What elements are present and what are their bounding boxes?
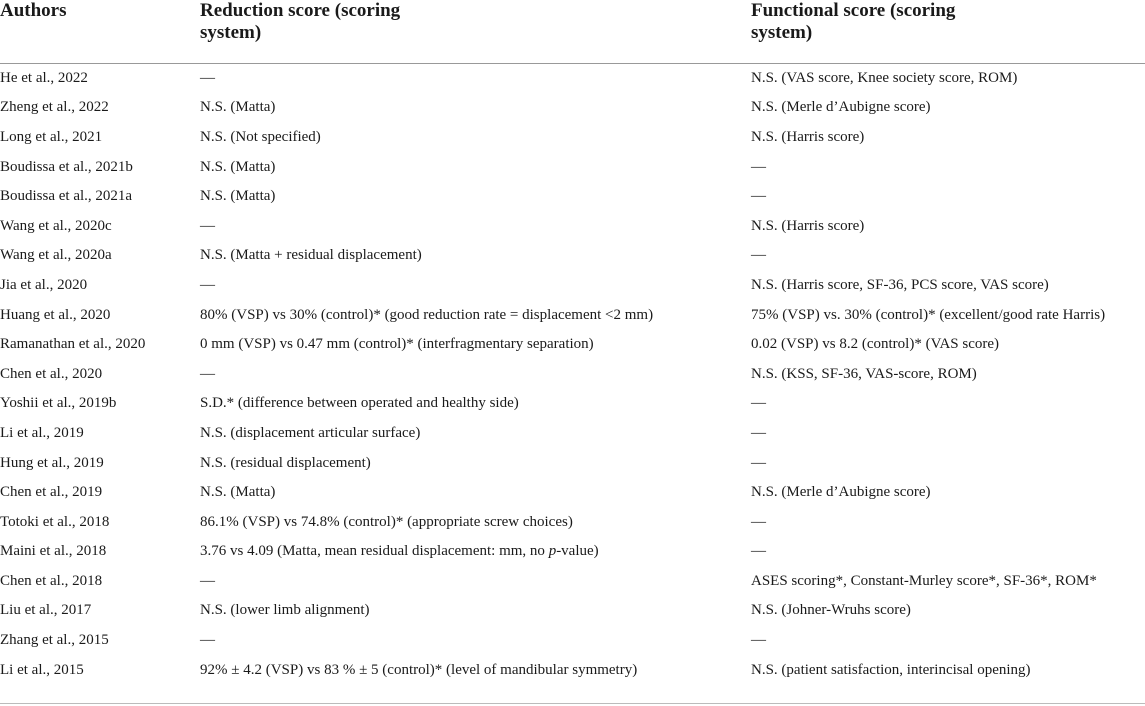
- cell-reduction-score: 86.1% (VSP) vs 74.8% (control)* (appropriate screw choices): [200, 513, 573, 530]
- cell-reduction-score: N.S. (Matta): [200, 99, 276, 116]
- cell-author: Chen et al., 2018: [0, 572, 103, 589]
- cell-functional-score: N.S. (Johner-Wruhs score): [751, 602, 911, 619]
- table-row: [0, 329, 1145, 359]
- table-row: [0, 625, 1145, 655]
- cell-functional-score: —: [751, 158, 766, 175]
- table-row: [0, 655, 1145, 685]
- table-row: [0, 507, 1145, 537]
- cell-functional-score: N.S. (patient satisfaction, interincisal opening): [751, 661, 1031, 678]
- cell-author: Zhang et al., 2015: [0, 632, 109, 649]
- cell-functional-score: N.S. (Merle d’Aubigne score): [751, 484, 931, 501]
- cell-functional-score: —: [751, 247, 766, 264]
- table-row: [0, 389, 1145, 419]
- header-authors-label: Authors: [0, 0, 67, 21]
- cell-author: Ramanathan et al., 2020: [0, 336, 146, 353]
- cell-reduction-score: —: [200, 365, 215, 382]
- cell-reduction-score: 0 mm (VSP) vs 0.47 mm (control)* (interfragmentary separation): [200, 336, 594, 353]
- cell-functional-score: N.S. (VAS score, Knee society score, ROM): [751, 70, 1018, 87]
- cell-author: Boudissa et al., 2021a: [0, 188, 133, 205]
- cell-author: Wang et al., 2020a: [0, 247, 112, 264]
- cell-functional-score: —: [751, 424, 766, 441]
- cell-reduction-score: 3.76 vs 4.09 (Matta, mean residual displacement: mm, no p-value): [200, 543, 599, 560]
- table-row: [0, 300, 1145, 330]
- cell-reduction-score: —: [200, 276, 215, 293]
- table-row: [0, 211, 1145, 241]
- cell-author: Totoki et al., 2018: [0, 513, 110, 530]
- cell-reduction-score: N.S. (Not specified): [200, 128, 321, 145]
- cell-functional-score: —: [751, 543, 766, 560]
- cell-functional-score: N.S. (KSS, SF-36, VAS-score, ROM): [751, 365, 977, 382]
- table-row: [0, 596, 1145, 626]
- cell-reduction-score: —: [200, 217, 215, 234]
- table-row: [0, 122, 1145, 152]
- cell-reduction-score: 92% ± 4.2 (VSP) vs 83 % ± 5 (control)* (level of mandibular symmetry): [200, 661, 638, 678]
- cell-reduction-score: N.S. (Matta): [200, 158, 276, 175]
- cell-functional-score: N.S. (Harris score): [751, 217, 865, 234]
- cell-reduction-score: 80% (VSP) vs 30% (control)* (good reduction rate = displacement <2 mm): [200, 306, 654, 323]
- table-row: [0, 477, 1145, 507]
- cell-author: Li et al., 2019: [0, 424, 84, 441]
- cell-reduction-score: S.D.* (difference between operated and healthy side): [200, 395, 519, 412]
- cell-reduction-score: N.S. (displacement articular surface): [200, 424, 421, 441]
- header-reduction-score: [200, 0, 751, 63]
- cell-author: Chen et al., 2020: [0, 365, 103, 382]
- cell-author: Boudissa et al., 2021b: [0, 158, 133, 175]
- cell-functional-score: —: [751, 513, 766, 530]
- header-reduction-line1: Reduction score (scoring: [200, 0, 401, 21]
- cell-functional-score: N.S. (Harris score, SF-36, PCS score, VAS score): [751, 276, 1049, 293]
- cell-reduction-score: N.S. (residual displacement): [200, 454, 371, 471]
- cell-author: Chen et al., 2019: [0, 484, 103, 501]
- header-functional-line1: Functional score (scoring: [751, 0, 956, 21]
- cell-reduction-score: —: [200, 572, 215, 589]
- table-header: [0, 0, 1145, 63]
- cell-reduction-score: —: [200, 70, 215, 87]
- table-row: [0, 270, 1145, 300]
- cell-author: Zheng et al., 2022: [0, 99, 109, 116]
- cell-author: Yoshii et al., 2019b: [0, 395, 117, 412]
- header-functional-score: [751, 0, 1145, 63]
- cell-functional-score: —: [751, 454, 766, 471]
- header-functional-line2: system): [751, 22, 813, 43]
- cell-author: Huang et al., 2020: [0, 306, 111, 323]
- cell-reduction-score: N.S. (Matta): [200, 484, 276, 501]
- cell-reduction-score: —: [200, 632, 215, 649]
- cell-author: He et al., 2022: [0, 70, 88, 87]
- cell-author: Hung et al., 2019: [0, 454, 104, 471]
- cell-reduction-score: N.S. (Matta + residual displacement): [200, 247, 422, 264]
- table-row: [0, 537, 1145, 567]
- cell-author: Long et al., 2021: [0, 128, 103, 145]
- table-row: [0, 566, 1145, 596]
- table-row: [0, 181, 1145, 211]
- table-row: [0, 152, 1145, 182]
- table-row: [0, 63, 1145, 93]
- cell-functional-score: —: [751, 632, 766, 649]
- table-row: [0, 418, 1145, 448]
- cell-author: Maini et al., 2018: [0, 543, 107, 560]
- table-row: [0, 359, 1145, 389]
- cell-functional-score: —: [751, 395, 766, 412]
- header-authors: [0, 0, 200, 63]
- bottom-rule: [0, 703, 1145, 704]
- cell-functional-score: 75% (VSP) vs. 30% (control)* (excellent/good rate Harris): [751, 306, 1106, 323]
- cell-functional-score: N.S. (Harris score): [751, 128, 865, 145]
- cell-author: Jia et al., 2020: [0, 276, 88, 293]
- table-row: [0, 241, 1145, 271]
- cell-functional-score: ASES scoring*, Constant-Murley score*, SF-36*, ROM*: [751, 572, 1097, 589]
- cell-functional-score: —: [751, 188, 766, 205]
- cell-author: Liu et al., 2017: [0, 602, 92, 619]
- table-row: [0, 448, 1145, 478]
- cell-author: Wang et al., 2020c: [0, 217, 112, 234]
- cell-author: Li et al., 2015: [0, 661, 84, 678]
- cell-functional-score: N.S. (Merle d’Aubigne score): [751, 99, 931, 116]
- cell-reduction-score: N.S. (lower limb alignment): [200, 602, 370, 619]
- table-body: [0, 63, 1145, 684]
- cell-functional-score: 0.02 (VSP) vs 8.2 (control)* (VAS score): [751, 336, 1000, 353]
- header-reduction-line2: system): [200, 22, 262, 43]
- table-row: [0, 93, 1145, 123]
- cell-reduction-score: N.S. (Matta): [200, 188, 276, 205]
